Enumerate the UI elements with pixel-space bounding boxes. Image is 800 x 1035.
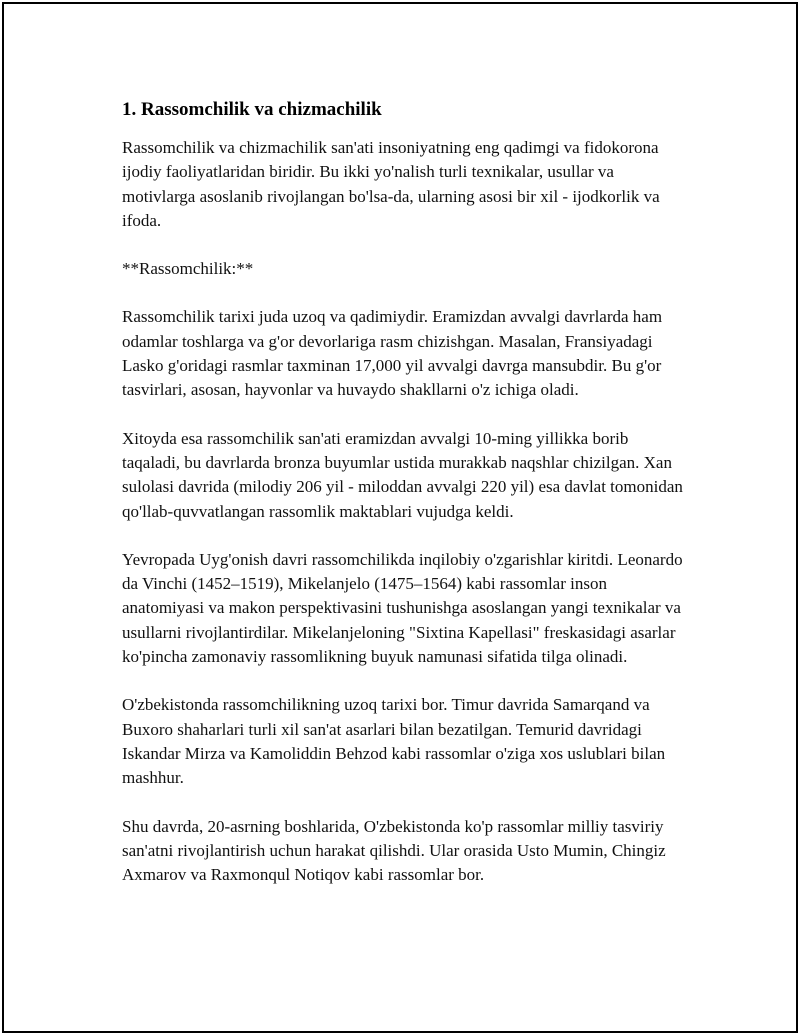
modern-paragraph: Shu davrda, 20-asrning boshlarida, O'zbekistonda ko'p rassomlar milliy tasviriy san'atni rivojlantirish uchun harakat qilishdi. Ular orasida Usto Mumin, Chingiz Axmarov va Raxmonqul Notiqov kabi rassomlar bor.	[122, 816, 666, 885]
uzbekistan-paragraph: O'zbekistonda rassomchilikning uzoq tarixi bor. Timur davrida Samarqand va Buxoro shaharlari turli xil san'at asarlari bilan bezatilgan. Temurid davridagi Iskandar Mirza va Kamoliddin Behzod kabi rassomlar o'ziga xos uslublari bilan mashhur.	[122, 695, 666, 788]
history-paragraph: Rassomchilik tarixi juda uzoq va qadimiydir. Eramizdan avvalgi davrlarda ham odamlar toshlarga va g'or devorlariga rasm chizishgan. Masalan, Fransiyadagi Lasko g'oridagi rasmlar taxminan 17,000 yil avvalgi davrga mansubdir. Bu g'or tasvirlari, asosan, hayvonlar va huvaydo shakllarni o'z ichiga oladi.	[122, 307, 663, 400]
section-heading: 1. Rassomchilik va chizmachilik	[122, 99, 382, 120]
china-paragraph: Xitoyda esa rassomchilik san'ati eramizdan avvalgi 10-ming yillikka borib taqaladi, bu davrlarda bronza buyumlar ustida murakkab naqshlar chizilgan. Xan sulolasi davrida (milodiy 206 yil - miloddan avvalgi 220 yil) esa davlat tomonidan qo'llab-quvvatlangan rassomlik maktablari vujudga keldi.	[122, 428, 683, 521]
europe-paragraph: Yevropada Uyg'onish davri rassomchilikda inqilobiy o'zgarishlar kiritdi. Leonardo da Vinchi (1452–1519), Mikelanjelo (1475–1564) kabi rassomlar inson anatomiyasi va makon perspektivasini tushunishga asoslangan yangi texnikalar va usullarni rivojlantirdilar. Mikelanjeloning "Sixtina Kapellasi" freskasidagi asarlar ko'pincha zamonaviy rassomlikning buyuk namunasi sifatida tilga olinadi.	[122, 549, 683, 667]
document-body	[122, 98, 687, 911]
page-frame	[2, 2, 798, 1033]
subheading-paragraph: **Rassomchilik:**	[122, 259, 254, 279]
intro-paragraph: Rassomchilik va chizmachilik san'ati insoniyatning eng qadimgi va fidokorona ijodiy faoliyatlaridan biridir. Bu ikki yo'nalish turli texnikalar, usullar va motivlarga asoslanib rivojlangan bo'lsa-da, ularning asosi bir xil - ijodkorlik va ifoda.	[122, 138, 660, 230]
